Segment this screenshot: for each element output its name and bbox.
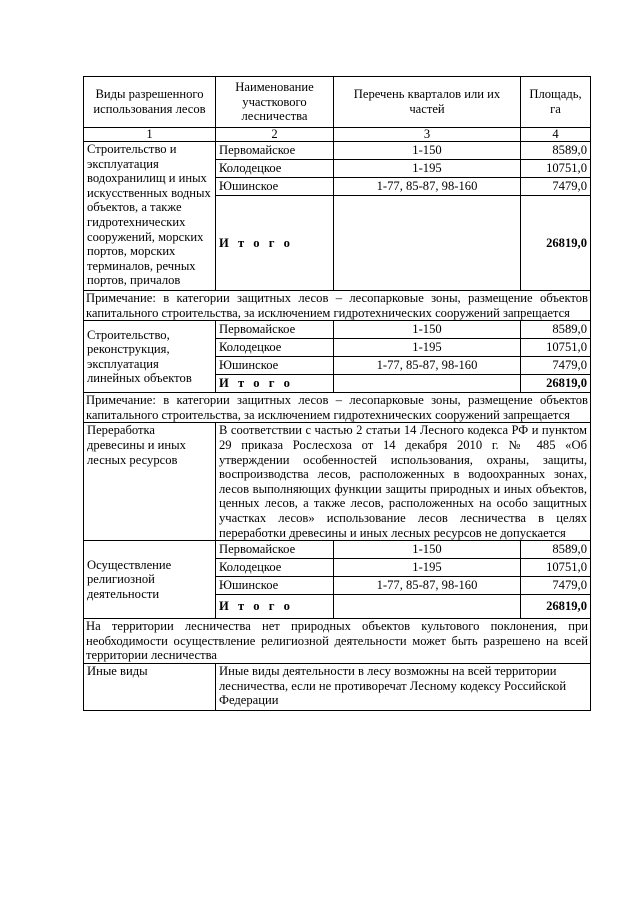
total-label: И т о г о	[216, 196, 334, 291]
column-number: 1	[84, 128, 216, 142]
note-row	[84, 291, 591, 321]
use-type-other: Иные виды	[84, 663, 216, 710]
table-row	[84, 423, 591, 541]
forestry-name: Юшинское	[216, 577, 334, 595]
note-text: Примечание: в категории защитных лесов – лесопарковые зоны, размещение объектов капитального строительства, за исключением гидротехнических сооружений запрещается	[84, 393, 591, 423]
table-row	[84, 321, 591, 339]
area: 8589,0	[521, 321, 591, 339]
prohibition-text: В соответствии с частью 2 статьи 14 Лесного кодекса РФ и пунктом 29 приказа Рослесхоза от 14 декабря 2010 г. № 485 «Об утверждении особенностей использования, охраны, защиты, воспроизводства лесов, расположенных в водоохранных зонах, лесов выполняющих функции защиты природных и иных объектов, ценных лесов, а также лесов, расположенных на особо защитных участках лесов» использование лесов лесничества в целях переработки древесины и иных лесных ресурсов не допускается	[216, 423, 591, 541]
quarters: 1-195	[334, 559, 521, 577]
area: 7479,0	[521, 577, 591, 595]
header-quarters: Перечень кварталов или их частей	[334, 77, 521, 128]
quarters: 1-77, 85-87, 98-160	[334, 357, 521, 375]
table-row	[84, 541, 591, 559]
forestry-name: Первомайское	[216, 142, 334, 160]
forestry-name: Первомайское	[216, 541, 334, 559]
note-row	[84, 619, 591, 664]
empty-cell	[334, 595, 521, 619]
use-type-construction-water: Строительство и эксплуатация водохранилищ и иных искусственных водных объектов, а также гидротехнических сооружений, морских портов, морских терминалов, речных портов, причалов	[84, 142, 216, 291]
note-row	[84, 393, 591, 423]
quarters: 1-195	[334, 339, 521, 357]
forestry-name: Первомайское	[216, 321, 334, 339]
area: 10751,0	[521, 559, 591, 577]
quarters: 1-150	[334, 541, 521, 559]
total-area: 26819,0	[521, 595, 591, 619]
total-label: И т о г о	[216, 375, 334, 393]
quarters: 1-77, 85-87, 98-160	[334, 178, 521, 196]
forestry-name: Юшинское	[216, 178, 334, 196]
empty-cell	[334, 196, 521, 291]
forestry-name: Колодецкое	[216, 160, 334, 178]
quarters: 1-150	[334, 142, 521, 160]
forestry-name: Колодецкое	[216, 559, 334, 577]
area: 8589,0	[521, 142, 591, 160]
column-number: 4	[521, 128, 591, 142]
use-type-wood-processing: Переработка древесины и иных лесных ресурсов	[84, 423, 216, 541]
area: 8589,0	[521, 541, 591, 559]
total-area: 26819,0	[521, 375, 591, 393]
forestry-name: Юшинское	[216, 357, 334, 375]
column-number: 2	[216, 128, 334, 142]
use-type-religious: Осуществление религиозной деятельности	[84, 541, 216, 619]
area: 7479,0	[521, 357, 591, 375]
land-use-table	[83, 76, 591, 711]
area: 7479,0	[521, 178, 591, 196]
quarters: 1-150	[334, 321, 521, 339]
quarters: 1-77, 85-87, 98-160	[334, 577, 521, 595]
table-row	[84, 663, 591, 710]
quarters: 1-195	[334, 160, 521, 178]
table-row	[84, 142, 591, 160]
total-label: И т о г о	[216, 595, 334, 619]
area: 10751,0	[521, 160, 591, 178]
use-type-linear-objects: Строительство, реконструкция, эксплуатация линейных объектов	[84, 321, 216, 393]
header-row	[84, 77, 591, 128]
empty-cell	[334, 375, 521, 393]
note-text: На территории лесничества нет природных объектов культового поклонения, при необходимости осуществление религиозной деятельности может быть разрешено на всей территории лесничества	[84, 619, 591, 664]
column-number: 3	[334, 128, 521, 142]
column-number-row	[84, 128, 591, 142]
header-forestry-name: Наименование участкового лесничества	[216, 77, 334, 128]
total-area: 26819,0	[521, 196, 591, 291]
header-area: Площадь, га	[521, 77, 591, 128]
area: 10751,0	[521, 339, 591, 357]
header-use-type: Виды разрешенного использования лесов	[84, 77, 216, 128]
forestry-name: Колодецкое	[216, 339, 334, 357]
other-text: Иные виды деятельности в лесу возможны на всей территории лесничества, если не противоречат Лесному кодексу Российской Федерации	[216, 663, 591, 710]
note-text: Примечание: в категории защитных лесов – лесопарковые зоны, размещение объектов капитального строительства, за исключением гидротехнических сооружений запрещается	[84, 291, 591, 321]
